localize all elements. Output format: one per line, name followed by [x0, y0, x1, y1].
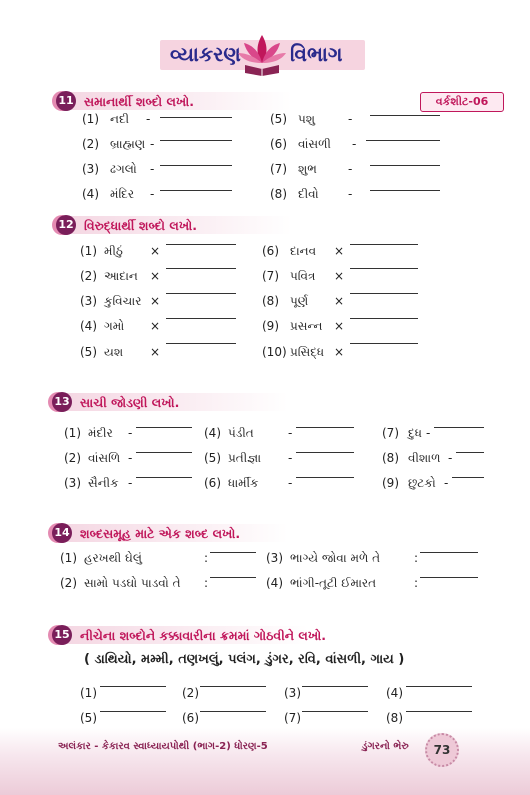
- answer-line[interactable]: [136, 452, 192, 453]
- list-item-sep: ×: [334, 294, 345, 308]
- list-item-sep: :: [414, 551, 419, 565]
- list-item-word: નદી: [110, 112, 130, 126]
- list-item-sep: ×: [334, 269, 345, 283]
- list-item-word: પ્રસન્ન: [290, 319, 323, 333]
- list-item-number: (7): [270, 162, 287, 176]
- answer-line[interactable]: [350, 343, 418, 344]
- list-item-number: (5): [204, 451, 221, 465]
- list-item-sep: -: [444, 476, 449, 490]
- list-item-number: (2): [82, 137, 99, 151]
- list-item-sep: -: [146, 112, 151, 126]
- list-item-number: (6): [270, 137, 287, 151]
- section-14-number: 14: [52, 523, 72, 543]
- answer-line[interactable]: [200, 711, 266, 712]
- list-item-word: ધાર્મીક: [228, 476, 259, 490]
- section-13-title: સાચી જોડણી લખો.: [80, 395, 180, 410]
- list-item-sep: ×: [150, 244, 161, 258]
- list-item-sep: -: [128, 451, 133, 465]
- list-item-word: વાંસળી: [298, 137, 331, 151]
- list-item-word: દીવો: [298, 187, 319, 201]
- answer-line[interactable]: [210, 552, 256, 553]
- list-item-number: (8): [382, 451, 399, 465]
- list-item-word: પૂર્ણ: [290, 294, 309, 308]
- list-item-word: ગમો: [104, 319, 125, 333]
- answer-line[interactable]: [406, 686, 472, 687]
- list-item-sep: ×: [334, 345, 345, 359]
- answer-line[interactable]: [200, 686, 266, 687]
- list-item-word: બ્રાહ્મણ: [110, 137, 146, 151]
- list-item-number: (8): [262, 294, 279, 308]
- answer-line[interactable]: [420, 577, 478, 578]
- list-item-word: દાનવ: [290, 244, 317, 258]
- answer-line[interactable]: [434, 427, 484, 428]
- section-15-number: 15: [52, 625, 72, 645]
- answer-line[interactable]: [296, 427, 354, 428]
- list-item-number: (4): [82, 187, 99, 201]
- answer-line[interactable]: [160, 117, 232, 118]
- answer-line[interactable]: [100, 711, 166, 712]
- list-item-word: પંડીત: [228, 426, 254, 440]
- list-item-number: (3): [266, 551, 283, 565]
- list-item-number: (1): [80, 244, 97, 258]
- answer-line[interactable]: [160, 140, 232, 141]
- list-item-word: મીઠું: [104, 244, 123, 258]
- header-title-left: વ્યાકરણ: [170, 42, 241, 66]
- list-item-number: (9): [382, 476, 399, 490]
- answer-line[interactable]: [166, 268, 236, 269]
- list-item-number: (8): [386, 711, 403, 725]
- list-item-number: (7): [284, 711, 301, 725]
- list-item-number: (5): [80, 345, 97, 359]
- list-item-number: (4): [386, 686, 403, 700]
- answer-line[interactable]: [296, 477, 354, 478]
- list-item-sep: :: [414, 576, 419, 590]
- list-item-word: ઢગલો: [110, 162, 137, 176]
- answer-line[interactable]: [350, 293, 418, 294]
- list-item-number: (3): [80, 294, 97, 308]
- list-item-sep: ×: [334, 319, 345, 333]
- list-item-sep: -: [128, 476, 133, 490]
- footer-book-title: અલંકાર - કેકારવ સ્વાધ્યાયપોથી (ભાગ-2) ધોરણ-5: [58, 741, 268, 752]
- section-11-number: 11: [56, 91, 76, 111]
- list-item-word: છુટકો: [408, 476, 436, 490]
- list-item-sep: -: [128, 426, 133, 440]
- answer-line[interactable]: [370, 115, 440, 116]
- list-item-number: (1): [64, 426, 81, 440]
- list-item-word: પશુ: [298, 112, 316, 126]
- list-item-number: (4): [80, 319, 97, 333]
- answer-line[interactable]: [210, 577, 256, 578]
- answer-line[interactable]: [166, 293, 236, 294]
- answer-line[interactable]: [160, 165, 232, 166]
- list-item-sep: -: [150, 137, 155, 151]
- answer-line[interactable]: [302, 711, 368, 712]
- list-item-word: મંદિર: [110, 187, 135, 201]
- answer-line[interactable]: [366, 140, 440, 141]
- list-item-number: (7): [262, 269, 279, 283]
- list-item-number: (5): [270, 112, 287, 126]
- list-item-sep: -: [352, 137, 357, 151]
- answer-line[interactable]: [370, 190, 440, 191]
- list-item-word: શુભ: [298, 162, 317, 176]
- list-item-word: પ્રસિદ્ધ: [290, 345, 325, 359]
- section-15-title: નીચેના શબ્દોને કક્કાવારીના ક્રમમાં ગોઠવીને લખો.: [80, 628, 327, 643]
- list-item-word: યશ: [104, 345, 124, 359]
- list-item-number: (3): [82, 162, 99, 176]
- list-item-word: મંદીર: [88, 426, 113, 440]
- list-item-number: (9): [262, 319, 279, 333]
- answer-line[interactable]: [420, 552, 478, 553]
- answer-line[interactable]: [100, 686, 166, 687]
- answer-line[interactable]: [350, 318, 418, 319]
- list-item-sep: :: [204, 551, 209, 565]
- list-item-number: (6): [182, 711, 199, 725]
- list-item-number: (1): [60, 551, 77, 565]
- list-item-word: હરખથી ઘેલું: [84, 551, 142, 565]
- answer-line[interactable]: [166, 244, 236, 245]
- list-item-sep: -: [348, 187, 353, 201]
- section-14-title: શબ્દસમૂહ માટે એક શબ્દ લખો.: [80, 526, 241, 541]
- list-item-sep: ×: [334, 244, 345, 258]
- list-item-word: ભાગ્યે જોવા મળે તે: [290, 551, 381, 565]
- list-item-sep: ×: [150, 319, 161, 333]
- list-item-number: (5): [80, 711, 97, 725]
- section-11-title: સમાનાર્થી શબ્દો લખો.: [84, 94, 195, 109]
- section-13-number: 13: [52, 392, 72, 412]
- answer-line[interactable]: [166, 318, 236, 319]
- list-item-word: સૈનીક: [88, 476, 119, 490]
- list-item-sep: ×: [150, 269, 161, 283]
- list-item-number: (1): [80, 686, 97, 700]
- page-number: 73: [425, 733, 459, 767]
- list-item-word: કુવિચાર: [104, 294, 142, 308]
- list-item-sep: ×: [150, 345, 161, 359]
- list-item-word: પ્રતીજ્ઞા: [228, 451, 262, 465]
- word-list: ( ડાથિયો, મમ્મી, તણખલું, પલંગ, ડુંગર, રવિ, વાંસળી, ગાય ): [84, 652, 405, 667]
- list-item-number: (4): [204, 426, 221, 440]
- section-12-title: વિરુદ્ધાર્થી શબ્દો લખો.: [84, 218, 197, 233]
- list-item-word: સામો પડઘો પાડવો તે: [84, 576, 181, 590]
- answer-line[interactable]: [166, 343, 236, 344]
- list-item-sep: -: [150, 162, 155, 176]
- list-item-number: (2): [80, 269, 97, 283]
- answer-line[interactable]: [456, 452, 484, 453]
- list-item-number: (2): [60, 576, 77, 590]
- list-item-word: આદાન: [104, 269, 138, 283]
- list-item-sep: -: [288, 426, 293, 440]
- list-item-number: (6): [204, 476, 221, 490]
- list-item-sep: -: [426, 426, 431, 440]
- answer-line[interactable]: [370, 165, 440, 166]
- lotus-book-icon: [237, 33, 287, 77]
- list-item-number: (3): [284, 686, 301, 700]
- header-title-right: વિભાગ: [290, 42, 343, 66]
- list-item-sep: -: [448, 451, 453, 465]
- list-item-number: (7): [382, 426, 399, 440]
- answer-line[interactable]: [350, 244, 418, 245]
- list-item-number: (10): [262, 345, 287, 359]
- list-item-number: (3): [64, 476, 81, 490]
- list-item-number: (8): [270, 187, 287, 201]
- list-item-number: (4): [266, 576, 283, 590]
- list-item-number: (2): [64, 451, 81, 465]
- list-item-number: (2): [182, 686, 199, 700]
- answer-line[interactable]: [136, 427, 192, 428]
- list-item-number: (1): [82, 112, 99, 126]
- answer-line[interactable]: [302, 686, 368, 687]
- worksheet-badge: વર્કશીટ-06: [420, 92, 504, 112]
- answer-line[interactable]: [160, 190, 232, 191]
- list-item-word: વાંસળિ: [88, 451, 121, 465]
- list-item-sep: -: [288, 451, 293, 465]
- answer-line[interactable]: [350, 268, 418, 269]
- list-item-word: ભાંગી-તૂટી ઈમારત: [290, 576, 377, 590]
- list-item-word: દુધ: [408, 426, 422, 440]
- list-item-sep: ×: [150, 294, 161, 308]
- section-12-number: 12: [56, 215, 76, 235]
- list-item-sep: :: [204, 576, 209, 590]
- list-item-sep: -: [348, 112, 353, 126]
- answer-line[interactable]: [296, 452, 354, 453]
- answer-line[interactable]: [452, 477, 484, 478]
- footer-chapter-title: ડુંગરનો ભેરુ: [362, 741, 409, 752]
- list-item-sep: -: [288, 476, 293, 490]
- list-item-sep: -: [348, 162, 353, 176]
- answer-line[interactable]: [136, 477, 192, 478]
- answer-line[interactable]: [406, 711, 472, 712]
- list-item-word: વીશાળ: [408, 451, 441, 465]
- list-item-word: પવિત્ર: [290, 269, 316, 283]
- list-item-sep: -: [150, 187, 155, 201]
- list-item-number: (6): [262, 244, 279, 258]
